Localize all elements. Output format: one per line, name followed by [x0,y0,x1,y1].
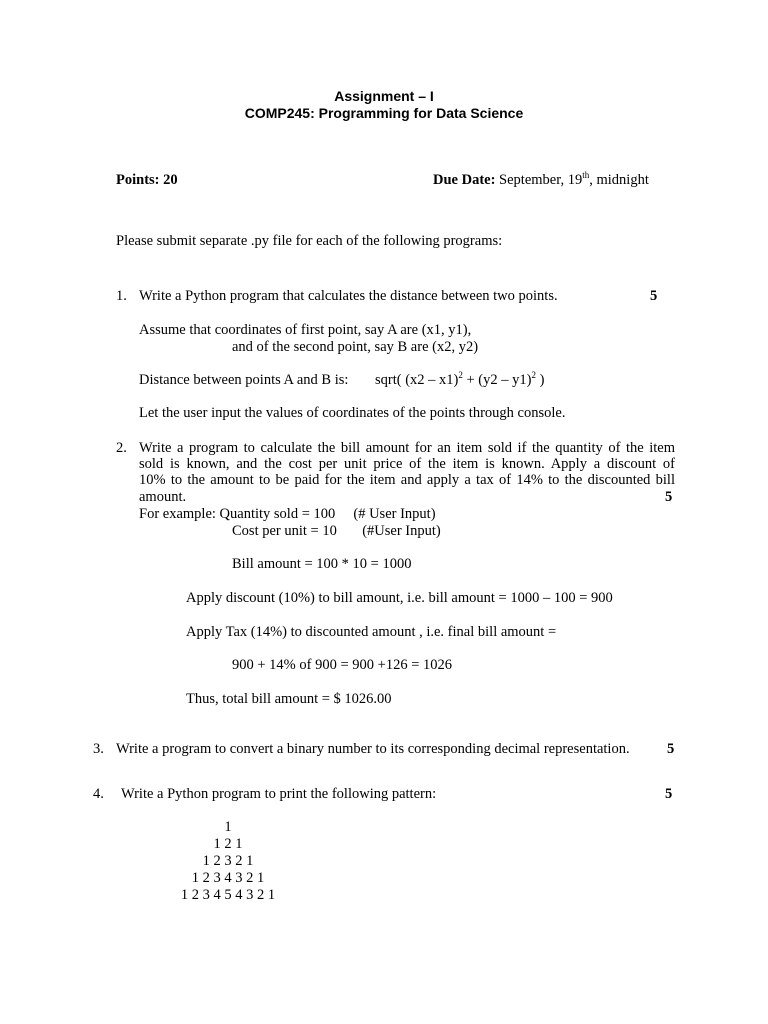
q1-text: Write a Python program that calculates the distance between two points. [139,288,558,304]
q1-number: 1. [116,288,127,304]
pattern-row-5: 1 2 3 4 5 4 3 2 1 [180,887,276,903]
q1-formula-c: ) [535,372,545,388]
q2-points: 5 [665,489,673,505]
points-label: Points: 20 [116,172,178,188]
q1-points: 5 [650,288,658,304]
pattern-row-2: 1 2 1 [213,836,243,852]
pattern-row-1: 1 [224,819,232,835]
q2-tax-calc: 900 + 14% of 900 = 900 +126 = 1026 [232,657,452,673]
q1-input-note: Let the user input the values of coordinates of the points through console. [139,405,566,421]
q1-formula [375,372,544,389]
q3-number: 3. [93,741,104,757]
q1-formula-exp1: 2 [458,370,463,381]
q2-example: For example: Quantity sold = 100 (# User Input) [139,506,436,522]
q2-line2: sold is known, and the cost per unit price of the item is known. Apply a discount of [139,456,675,472]
q1-formula-a: sqrt( (x2 – x1) [375,372,459,388]
q2-cost: Cost per unit = 10 (#User Input) [232,523,441,539]
q2-line3: 10% to the amount to be paid for the item and apply a tax of 14% to the discounted bill [139,472,675,488]
q2-total: Thus, total bill amount = $ 1026.00 [186,691,392,707]
q1-formula-b: + (y2 – y1) [462,372,532,388]
course-title: COMP245: Programming for Data Science [244,105,524,121]
q2-bill: Bill amount = 100 * 10 = 1000 [232,556,412,572]
due-date-label: Due Date: [433,172,496,188]
q1-formula-exp2: 2 [531,370,536,381]
q3-points: 5 [667,741,675,757]
due-date [433,172,649,189]
intro-text: Please submit separate .py file for each of the following programs: [116,233,503,249]
q4-number: 4. [93,786,104,802]
pattern-row-4: 1 2 3 4 3 2 1 [191,870,265,886]
q1-assume-line2: and of the second point, say B are (x2, y2) [232,339,479,355]
q2-number: 2. [116,440,127,456]
q2-line1: Write a program to calculate the bill amount for an item sold if the quantity of the item [139,440,675,456]
q2-tax: Apply Tax (14%) to discounted amount , i.e. final bill amount = [186,624,557,640]
q4-text: Write a Python program to print the following pattern: [121,786,437,802]
due-date-time: , midnight [589,172,649,188]
q1-assume-line1: Assume that coordinates of first point, say A are (x1, y1), [139,322,472,338]
assignment-title: Assignment – I [334,88,434,104]
q2-discount: Apply discount (10%) to bill amount, i.e. bill amount = 1000 – 100 = 900 [186,590,613,606]
pattern-row-3: 1 2 3 2 1 [202,853,254,869]
due-date-sup: th [582,170,590,181]
q4-points: 5 [665,786,673,802]
due-date-month: September, 19 [499,172,583,188]
q1-distance-prefix: Distance between points A and B is: [139,372,349,388]
q2-line4: amount. [139,489,187,505]
q3-text: Write a program to convert a binary number to its corresponding decimal representation. [116,741,630,757]
